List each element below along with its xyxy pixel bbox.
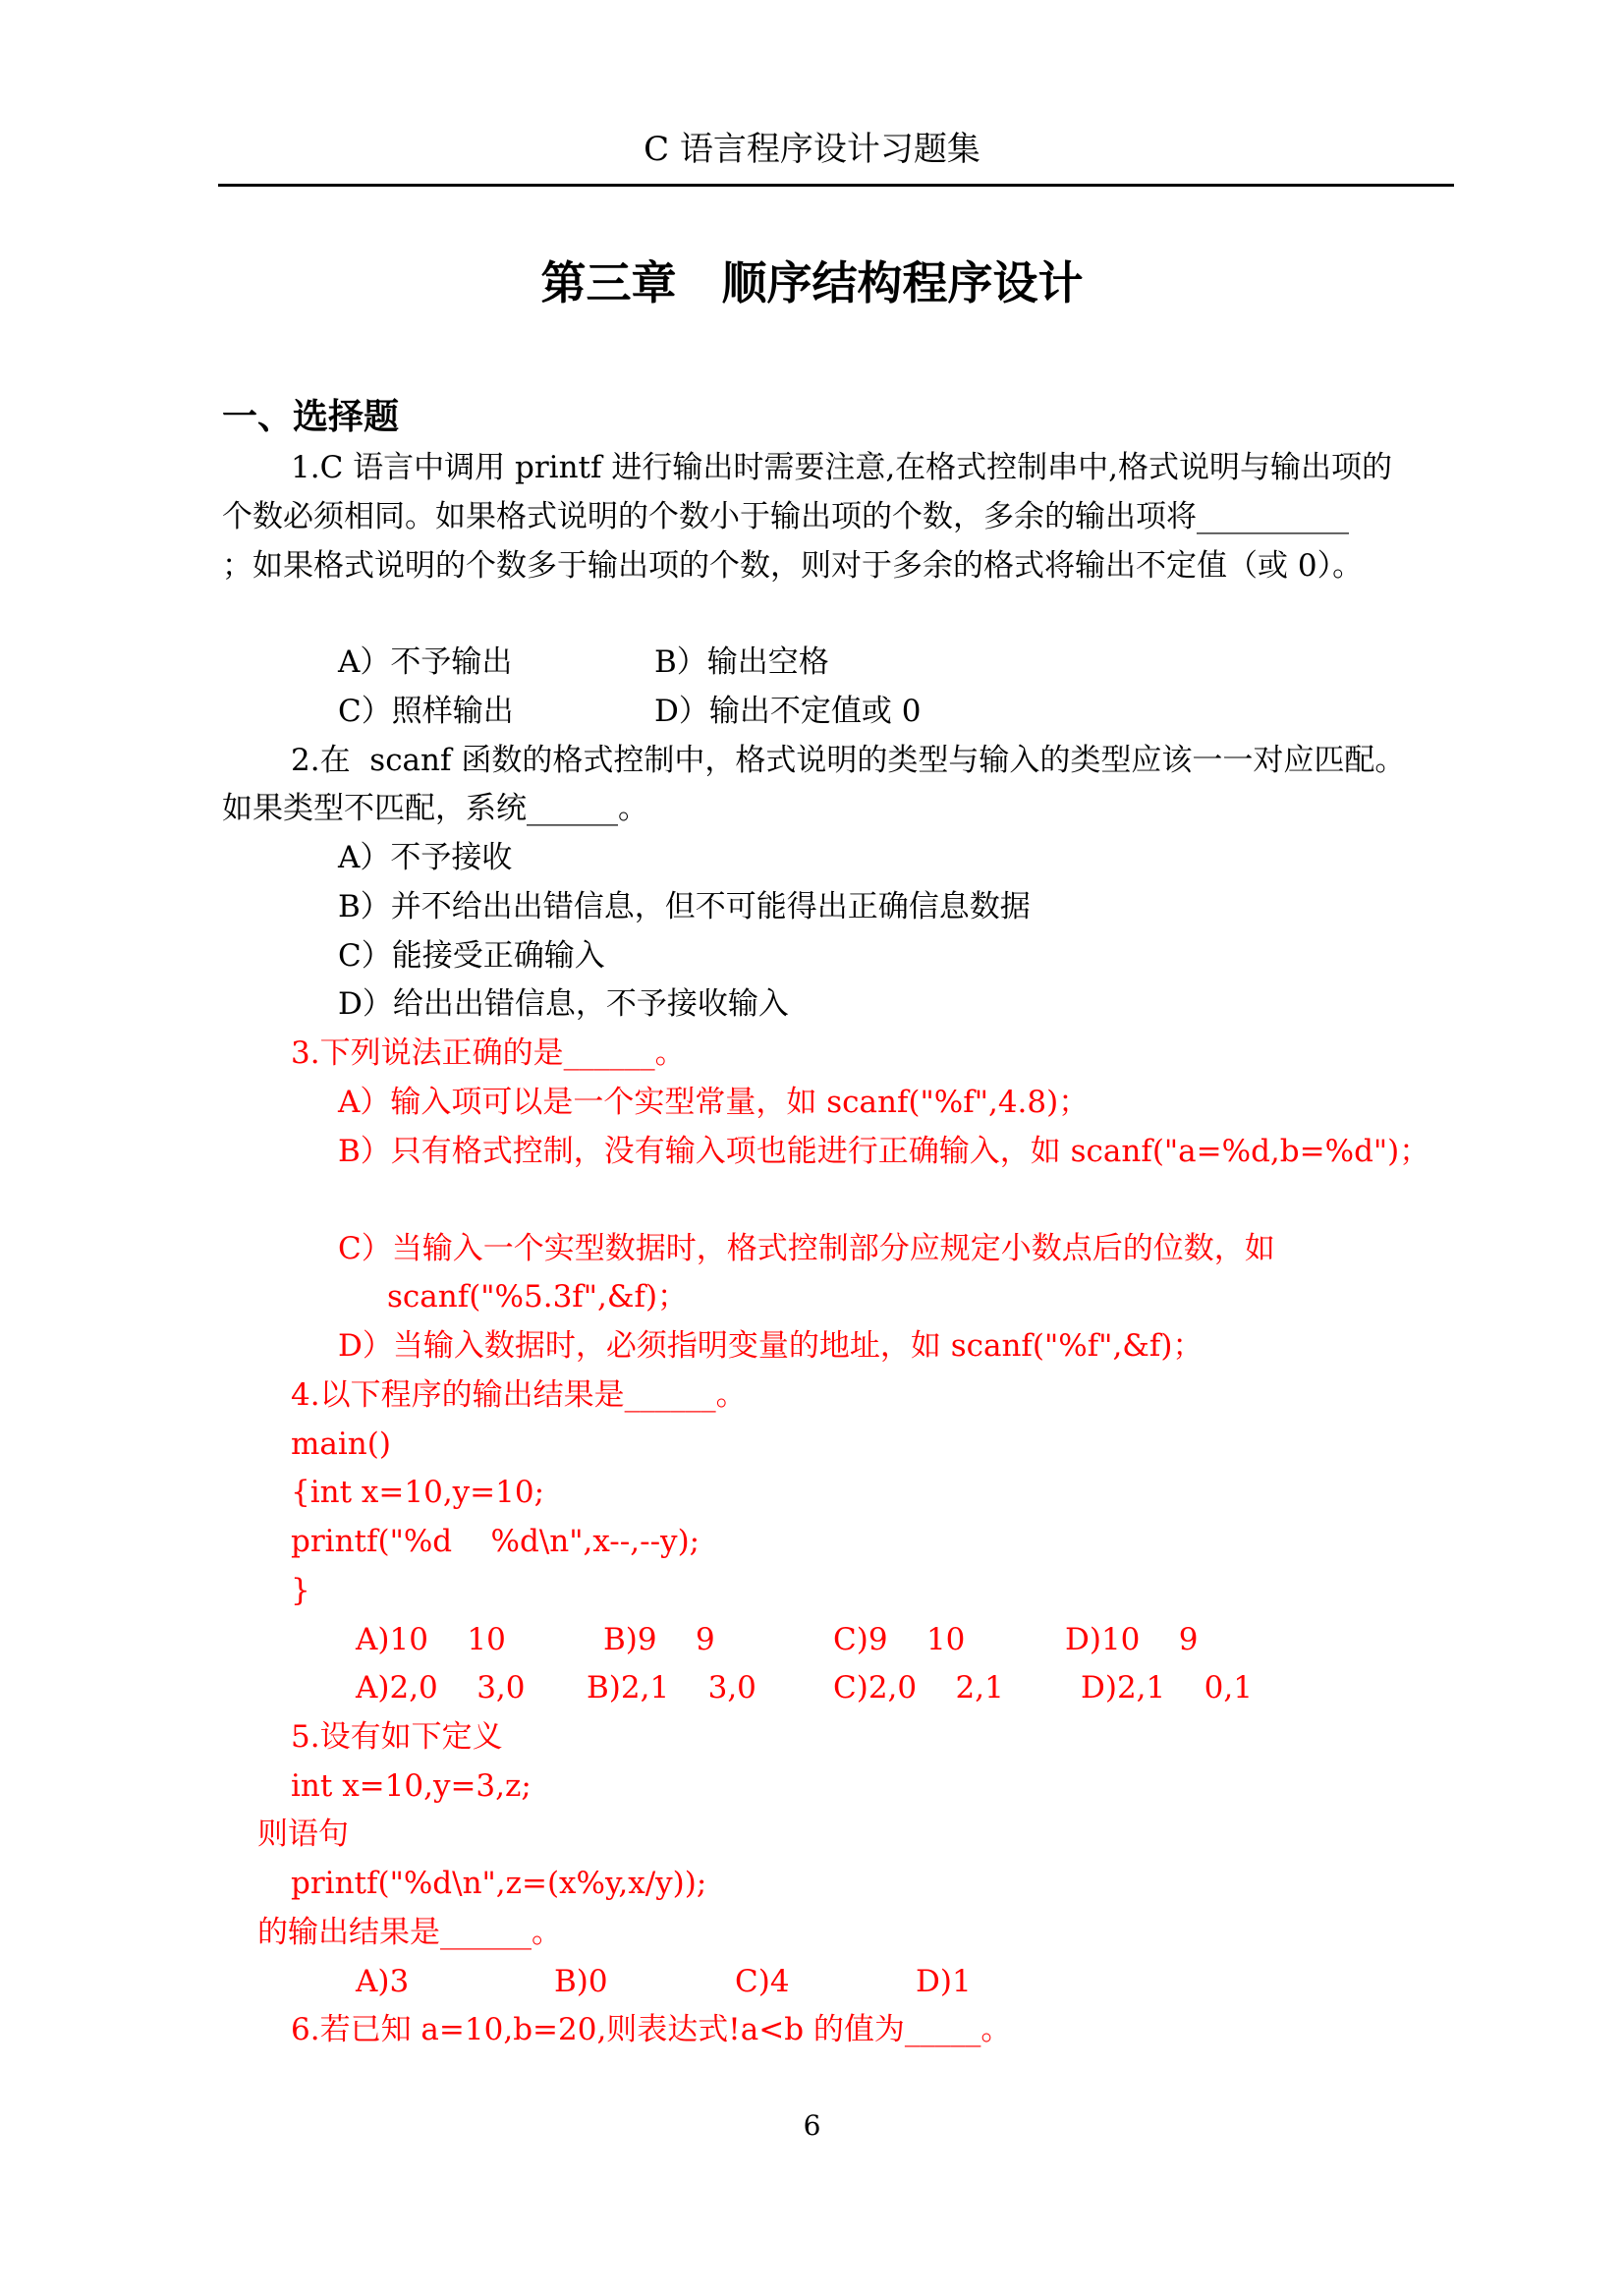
q3-option-c-line1: C）当输入一个实型数据时，格式控制部分应规定小数点后的位数，如: [338, 1231, 1275, 1266]
q4-code-line: {int x=10,y=10;: [291, 1475, 545, 1510]
q4-code-line: main(): [291, 1426, 391, 1462]
q2-option-b: B）并不给出出错信息，但不可能得出正确信息数据: [338, 889, 1031, 924]
running-header: C 语言程序设计习题集: [644, 130, 980, 169]
q3-stem: 3.下列说法正确的是______。: [291, 1035, 686, 1071]
q5-code-line2: printf("%d\n",z=(x%y,x/y));: [291, 1866, 707, 1901]
q4-option-a: A)10 10: [356, 1622, 506, 1657]
q3-option-c-line2: scanf("%5.3f",&f)；: [387, 1279, 689, 1314]
q4-code-line: }: [291, 1573, 310, 1608]
q3-option-a: A）输入项可以是一个实型常量，如 scanf("%f",4.8)；: [338, 1085, 1090, 1120]
q2-option-a: A）不予接收: [338, 840, 513, 875]
q1-option-d: D）输出不定值或 0: [654, 694, 922, 729]
q4-stem: 4.以下程序的输出结果是______。: [291, 1377, 747, 1413]
q5-option-c: C)4: [735, 1964, 790, 1999]
q2-option-d: D）给出出错信息，不予接收输入: [338, 986, 789, 1022]
q5-option-b: B)0: [554, 1964, 608, 1999]
q1-option-c: C）照样输出: [338, 694, 514, 729]
q3-option-d: D）当输入数据时，必须指明变量的地址，如 scanf("%f",&f)；: [338, 1328, 1204, 1364]
q5-option-a: A)3: [356, 1964, 410, 1999]
q5-stem: 5.设有如下定义: [291, 1719, 503, 1755]
q6-stem: 6.若已知 a=10,b=20,则表达式!a<b 的值为_____。: [291, 2012, 1012, 2047]
q1-stem-line1: 1.C 语言中调用 printf 进行输出时需要注意,在格式控制串中,格式说明与输出项的: [291, 450, 1393, 485]
chapter-title: 第三章 顺序结构程序设计: [540, 256, 1084, 309]
q1-stem-line2: 个数必须相同。如果格式说明的个数小于输出项的个数，多余的输出项将__________: [222, 499, 1349, 534]
q4-option-b: B)9 9: [603, 1622, 715, 1657]
q2-option-c: C）能接受正确输入: [338, 938, 605, 974]
q2-stem-line2: 如果类型不匹配，系统______。: [222, 791, 648, 826]
q5-text-line1: 则语句: [257, 1817, 349, 1852]
q3-option-b: B）只有格式控制，没有输入项也能进行正确输入，如 scanf("a=%d,b=%d")；: [338, 1134, 1430, 1169]
q4-code-line: printf("%d %d\n",x--,--y);: [291, 1524, 700, 1559]
q4-alt-option-d: D)2,1 0,1: [1081, 1670, 1253, 1706]
q4-option-d: D)10 9: [1065, 1622, 1199, 1657]
header-rule: [218, 184, 1454, 187]
q1-option-a: A）不予输出: [338, 644, 513, 680]
page-number: 6: [803, 2109, 821, 2142]
q5-code-line1: int x=10,y=3,z;: [291, 1768, 532, 1804]
section-title: 一、选择题: [222, 397, 400, 437]
q5-option-d: D)1: [916, 1964, 972, 1999]
q4-alt-option-a: A)2,0 3,0: [356, 1670, 526, 1706]
q1-option-b: B）输出空格: [654, 644, 829, 680]
q1-stem-line3: ；如果格式说明的个数多于输出项的个数，则对于多余的格式将输出不定值（或 0）。: [222, 548, 1364, 584]
q4-alt-option-b: B)2,1 3,0: [587, 1670, 756, 1706]
q2-stem-line1: 2.在 scanf 函数的格式控制中，格式说明的类型与输入的类型应该一一对应匹配。: [291, 743, 1406, 778]
q5-text-line2: 的输出结果是______。: [257, 1915, 562, 1950]
q4-option-c: C)9 10: [833, 1622, 966, 1657]
q4-alt-option-c: C)2,0 2,1: [833, 1670, 1004, 1706]
